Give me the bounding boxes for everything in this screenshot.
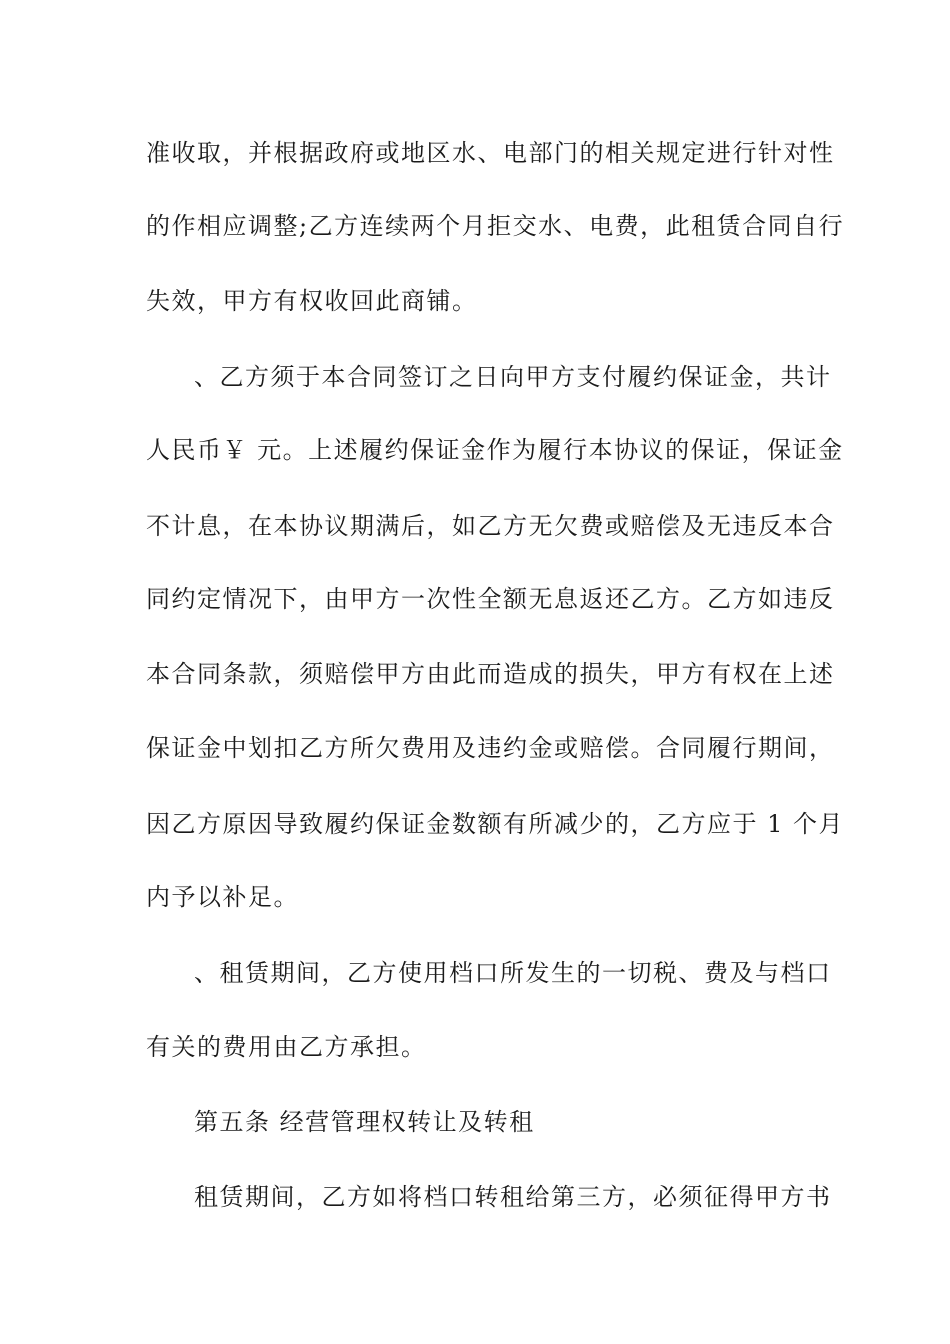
- text-line: 保证金中划扣乙方所欠费用及违约金或赔偿。合同履行期间，: [146, 734, 835, 762]
- text-line: 、租赁期间，乙方使用档口所发生的一切税、费及与档口: [194, 959, 832, 987]
- text-line: 内予以补足。: [146, 883, 299, 911]
- section-heading: 第五条 经营管理权转让及转租: [194, 1108, 535, 1136]
- text-line: 因乙方原因导致履约保证金数额有所减少的，乙方应于 1 个月: [146, 810, 845, 838]
- text-line: 的作相应调整;乙方连续两个月拒交水、电费，此租赁合同自行: [146, 212, 845, 240]
- text-line: 失效，甲方有权收回此商铺。: [146, 287, 478, 315]
- text-line: 租赁期间，乙方如将档口转租给第三方，必须征得甲方书: [194, 1183, 832, 1211]
- text-line: 、乙方须于本合同签订之日向甲方支付履约保证金，共计: [194, 363, 832, 391]
- text-line: 同约定情况下，由甲方一次性全额无息返还乙方。乙方如违反: [146, 585, 835, 613]
- text-line: 本合同条款，须赔偿甲方由此而造成的损失，甲方有权在上述: [146, 660, 835, 688]
- text-line: 准收取，并根据政府或地区水、电部门的相关规定进行针对性: [146, 139, 835, 167]
- text-line: 有关的费用由乙方承担。: [146, 1033, 427, 1061]
- text-line: 人民币￥ 元。上述履约保证金作为履行本协议的保证，保证金: [146, 436, 844, 464]
- text-line: 不计息，在本协议期满后，如乙方无欠费或赔偿及无违反本合: [146, 512, 835, 540]
